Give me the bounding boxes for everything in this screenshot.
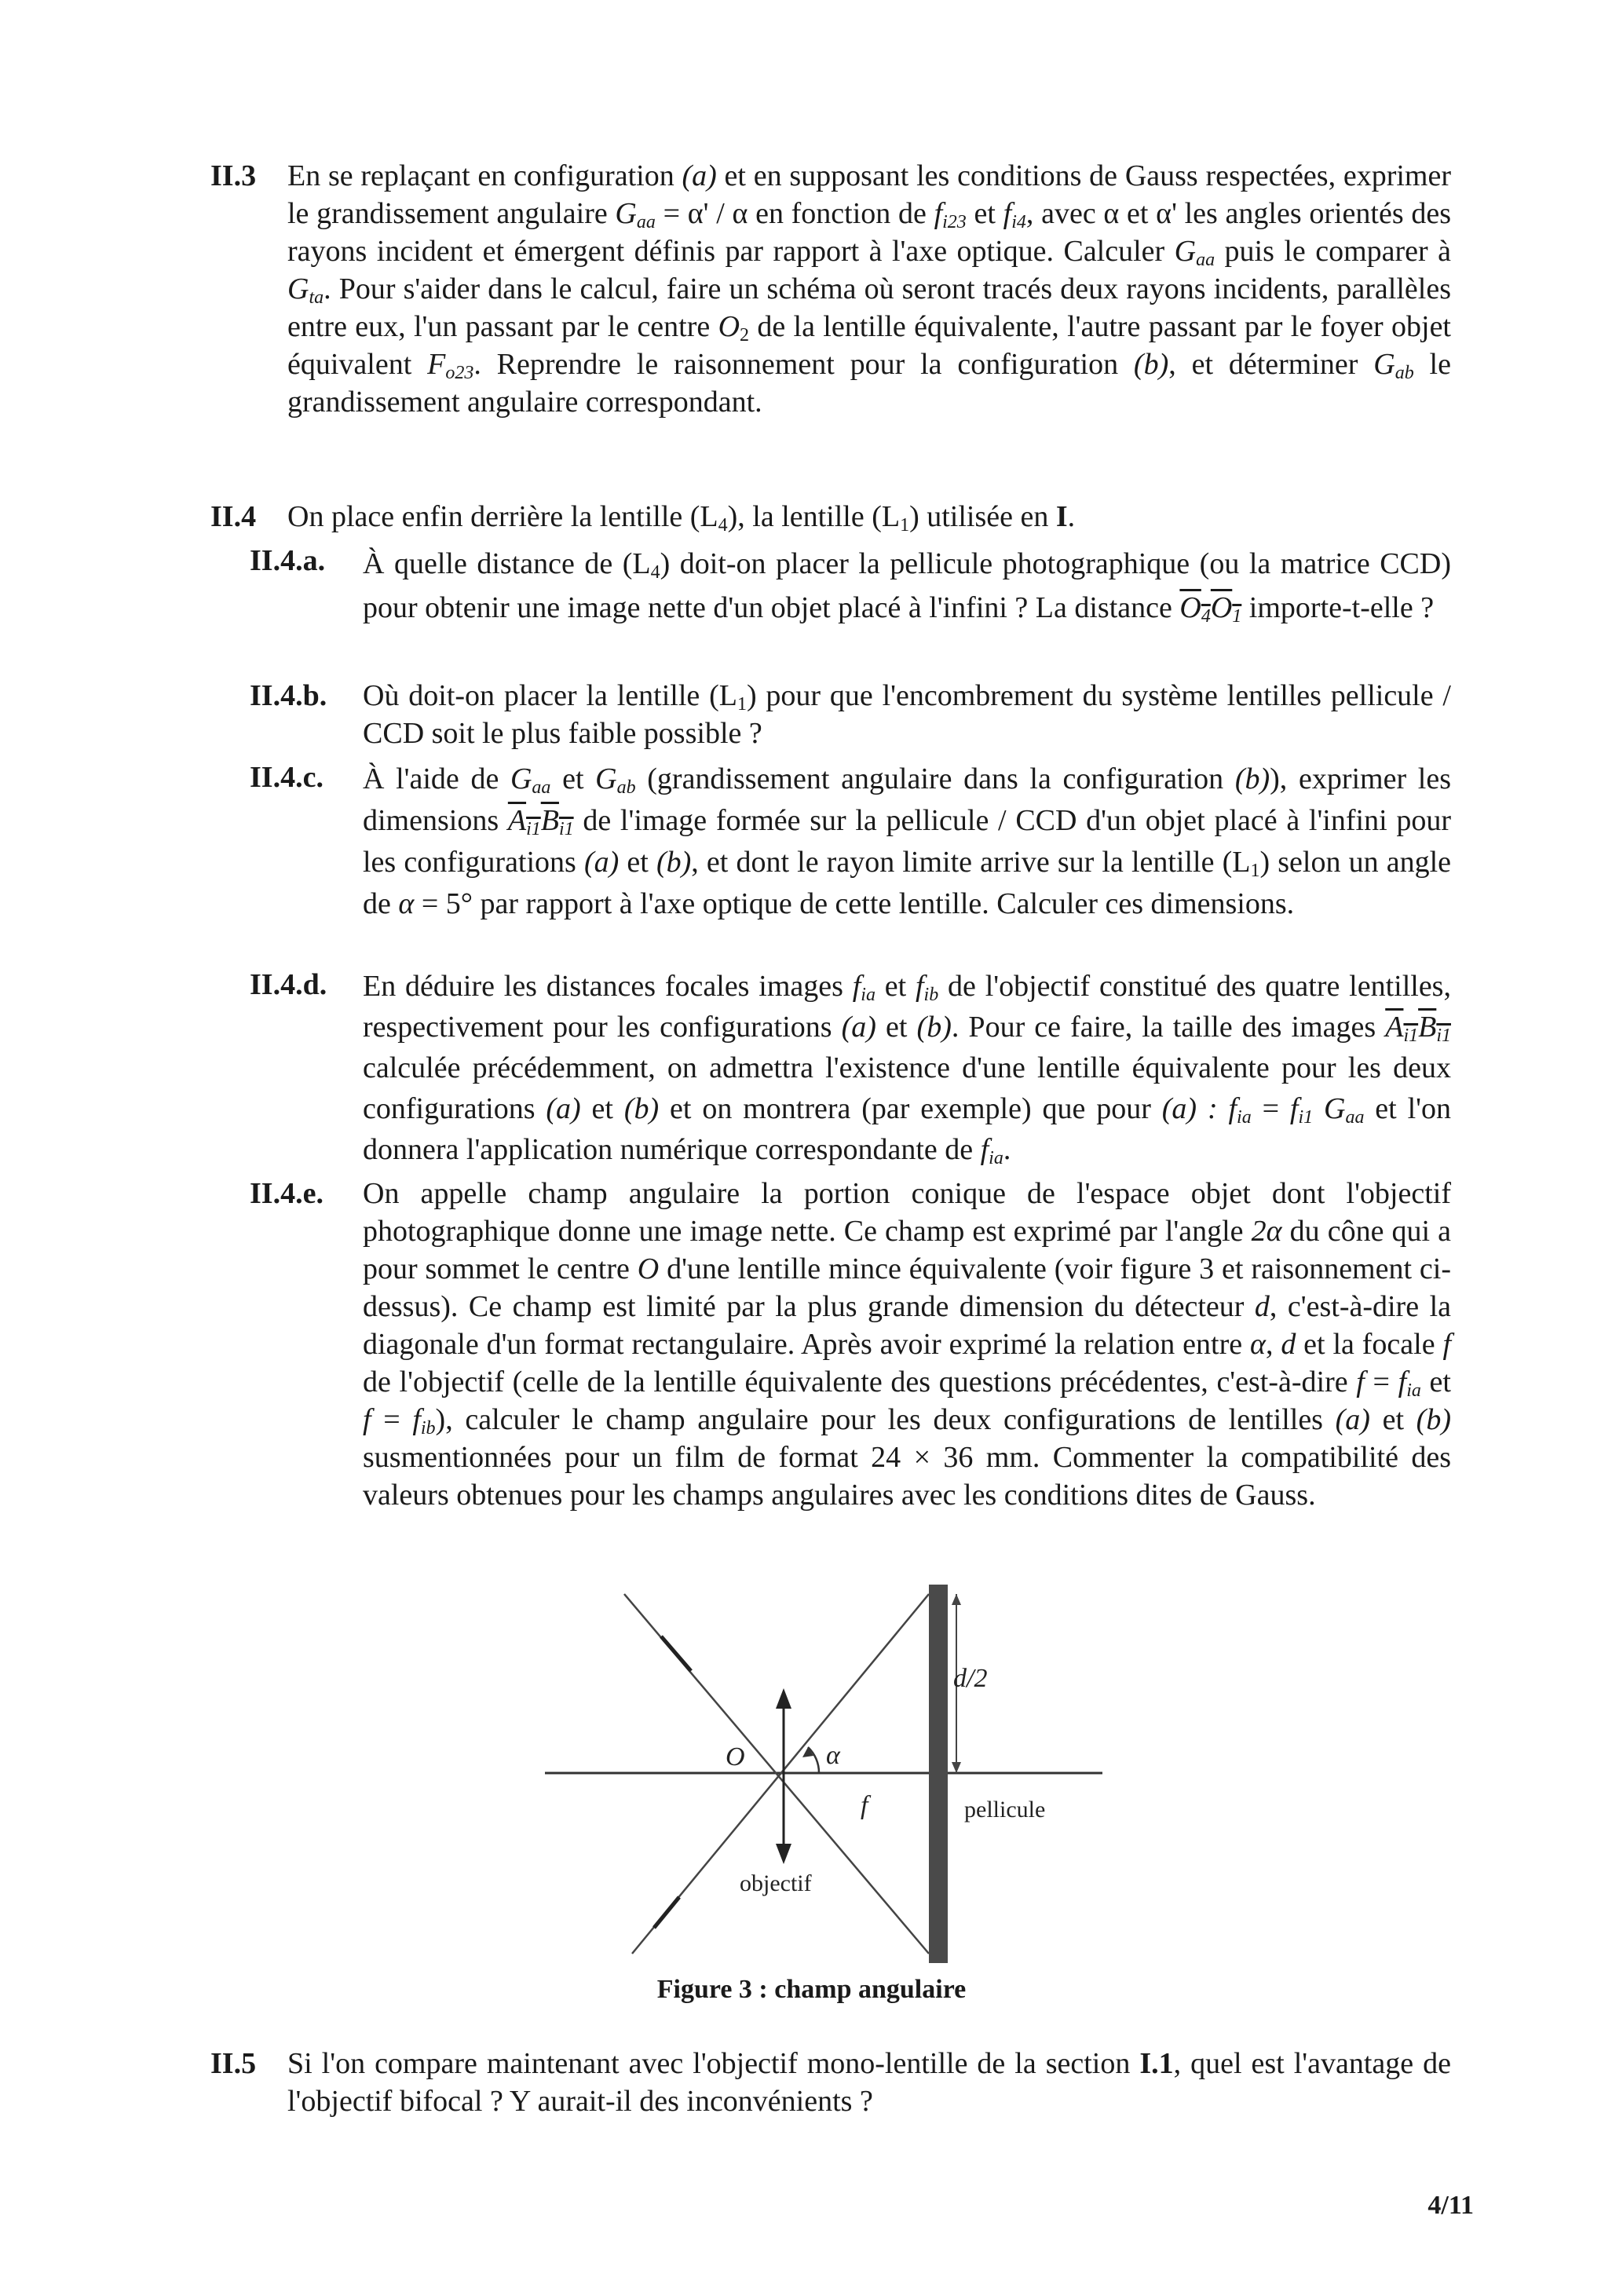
question-number: II.5 [210, 2047, 257, 2080]
label-alpha: α [826, 1741, 840, 1770]
ray-arrow-upper [661, 1636, 691, 1671]
label-pellicule: pellicule [964, 1797, 1046, 1823]
figure-caption: Figure 3 : champ angulaire [656, 1975, 967, 2004]
question-text: À l'aide de $G_{aa}$ et $G_{ab}$ (grandissement angulaire dans la configuration (b)), exprimer les dimensions $A_{i1}B_{i1}$ de l'image formée sur la pellicule / CCD d'un objet placé à l'infini pour les configurations (a) et (b), et dont le rayon limite arrive sur la lentille $(L_1)$ selon un angle de α = 5° par rapport à l'axe optique de cette lentille. Calculer ces dimensions. [363, 762, 1451, 920]
ray-arrow-lower [654, 1897, 679, 1928]
question-number: II.4 [210, 500, 257, 533]
question-text: Où doit-on placer la lentille $(L_1)$ pour que l'encombrement du système lentilles pellicule / CCD soit le plus faible possible ? [363, 679, 1451, 750]
question-number: II.4.b. [250, 679, 327, 712]
question-number: II.4.e. [250, 1177, 324, 1210]
question-text: En se replaçant en configuration (a) et en supposant les conditions de Gauss respectées, exprimer le grandissement angulaire $G_{aa} = \alpha' / \alpha$ en fonction de $f_{i23}$ et $f_{i4}$, avec α et α' les angles orientés des rayons incident et émergent définis par rapport à l'axe optique. Calculer $G_{aa}$ puis le comparer à $G_{ta}$. Pour s'aider dans le calcul, faire un schéma où seront tracés deux rayons incidents, parallèles entre eux, l'un passant par le centre $O_2$ de la lentille équivalente, l'autre passant par le foyer objet équivalent $F_{o23}$. Reprendre le raisonnement pour la configuration (b), et déterminer $G_{ab}$ le grandissement angulaire correspondant. [287, 159, 1451, 419]
question-number: II.4.c. [250, 761, 324, 794]
lens-arrow-top [776, 1688, 791, 1709]
question-number: II.4.a. [250, 544, 326, 577]
question-number: II.3 [210, 159, 257, 192]
lens-arrow-bottom [776, 1844, 791, 1864]
page-number: 4/11 [1427, 2191, 1474, 2220]
film-plate [929, 1585, 948, 1963]
label-center-o: O [726, 1742, 745, 1771]
question-text: En déduire les distances focales images $f_{ia}$ et $f_{ib}$ de l'objectif constitué des quatre lentilles, respectivement pour les configurations (a) et (b). Pour ce faire, la taille des images $A_{i1}B_{i1}$ calculée précédemment, on admettra l'existence d'une lentille équivalente pour les deux configurations (a) et (b) et on montrera (par exemple) que pour (a) : $f_{ia} = f_{i1}$ $G_{aa}$ et l'on donnera l'application numérique correspondante de $f_{ia}$. [363, 970, 1451, 1168]
question-text: On place enfin derrière la lentille $(L_4)$, la lentille $(L_1)$ utilisée en I. [287, 500, 1076, 536]
label-f: f [861, 1791, 868, 1820]
question-number: II.4.d. [250, 968, 327, 1001]
question-text: Si l'on compare maintenant avec l'objectif mono-lentille de la section I.1, quel est l'avantage de l'objectif bifocal ? Y aurait-il des inconvénients ? [287, 2047, 1451, 2118]
dimension-arrow-bottom [952, 1762, 961, 1773]
label-objectif: objectif [740, 1870, 812, 1896]
question-text: On appelle champ angulaire la portion conique de l'espace objet dont l'objectif photographique donne une image nette. Ce champ est exprimé par l'angle 2α du cône qui a pour sommet le centre O d'une lentille mince équivalente (voir figure 3 et raisonnement ci-dessus). Ce champ est limité par la plus grande dimension du détecteur d, c'est-à-dire la diagonale d'un format rectangulaire. Après avoir exprimé la relation entre α, d et la focale f de l'objectif (celle de la lentille équivalente des questions précédentes, c'est-à-dire $f = f_{ia}$ et $f = f_{ib}$), calculer le champ angulaire pour les deux configurations de lentilles (a) et (b) susmentionnées pour un film de format 24 × 36 mm. Commenter la compatibilité des valeurs obtenues pour les champs angulaires avec les conditions dites de Gauss. [363, 1177, 1451, 1512]
dimension-arrow-top [952, 1594, 961, 1605]
label-d-over-2: d/2 [953, 1664, 988, 1693]
question-text: À quelle distance de $(L_4)$ doit-on placer la pellicule photographique (ou la matrice CCD) pour obtenir une image nette d'un objet placé à l'infini ? La distance $O_4O_1$ importe-t-elle ? [363, 547, 1452, 627]
